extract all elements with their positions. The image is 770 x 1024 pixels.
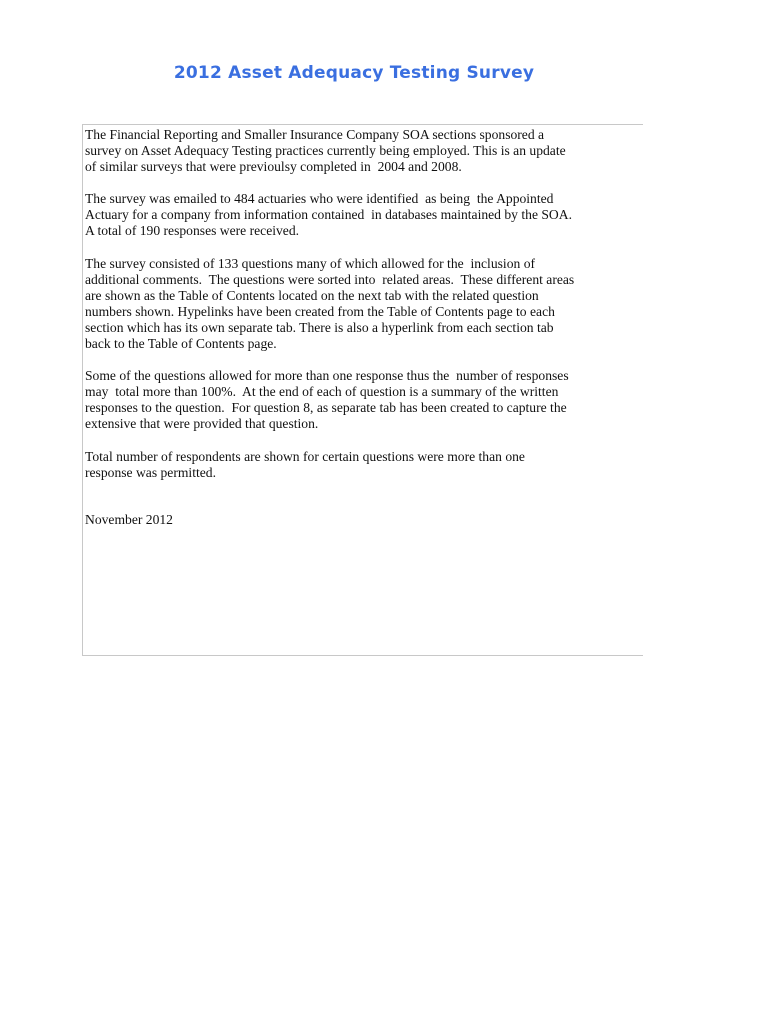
survey-description-box (82, 124, 643, 656)
text-line: section which has its own separate tab. There is also a hyperlink from each section tab (85, 319, 554, 335)
text-line: additional comments. The questions were sorted into related areas. These different areas (85, 271, 575, 287)
text-line: numbers shown. Hypelinks have been created from the Table of Contents page to each (85, 303, 555, 319)
paragraph-sponsorship (85, 127, 643, 175)
text-line: of similar surveys that were previoulsy completed in 2004 and 2008. (85, 159, 462, 175)
paragraph-structure (85, 256, 643, 353)
text-line: responses to the question. For question 8, as separate tab has been created to capture the (85, 400, 567, 416)
text-line: The survey consisted of 133 questions many of which allowed for the inclusion of (85, 255, 536, 271)
text-line: survey on Asset Adequacy Testing practices currently being employed. This is an update (85, 143, 566, 159)
text-line: Actuary for a company from information contained in databases maintained by the SOA. (85, 207, 572, 223)
text-line: A total of 190 responses were received. (85, 223, 300, 239)
page-title: 2012 Asset Adequacy Testing Survey (173, 63, 535, 83)
paragraph-distribution (85, 191, 643, 239)
paragraph-respondents (85, 449, 643, 481)
paragraph-responses (85, 368, 643, 432)
text-line: are shown as the Table of Contents located on the next tab with the related question (85, 287, 539, 303)
text-line: may total more than 100%. At the end of each of question is a summary of the written (85, 384, 559, 400)
text-line: Some of the questions allowed for more than one response thus the number of responses (85, 368, 569, 384)
text-line: Total number of respondents are shown for certain questions were more than one (85, 448, 525, 464)
publication-date: November 2012 (85, 511, 173, 527)
text-line: response was permitted. (85, 464, 216, 480)
text-line: The Financial Reporting and Smaller Insurance Company SOA sections sponsored a (85, 127, 545, 142)
text-line: extensive that were provided that question. (85, 416, 319, 432)
text-line: The survey was emailed to 484 actuaries who were identified as being the Appointed (85, 191, 554, 207)
text-line: back to the Table of Contents page. (85, 336, 277, 352)
